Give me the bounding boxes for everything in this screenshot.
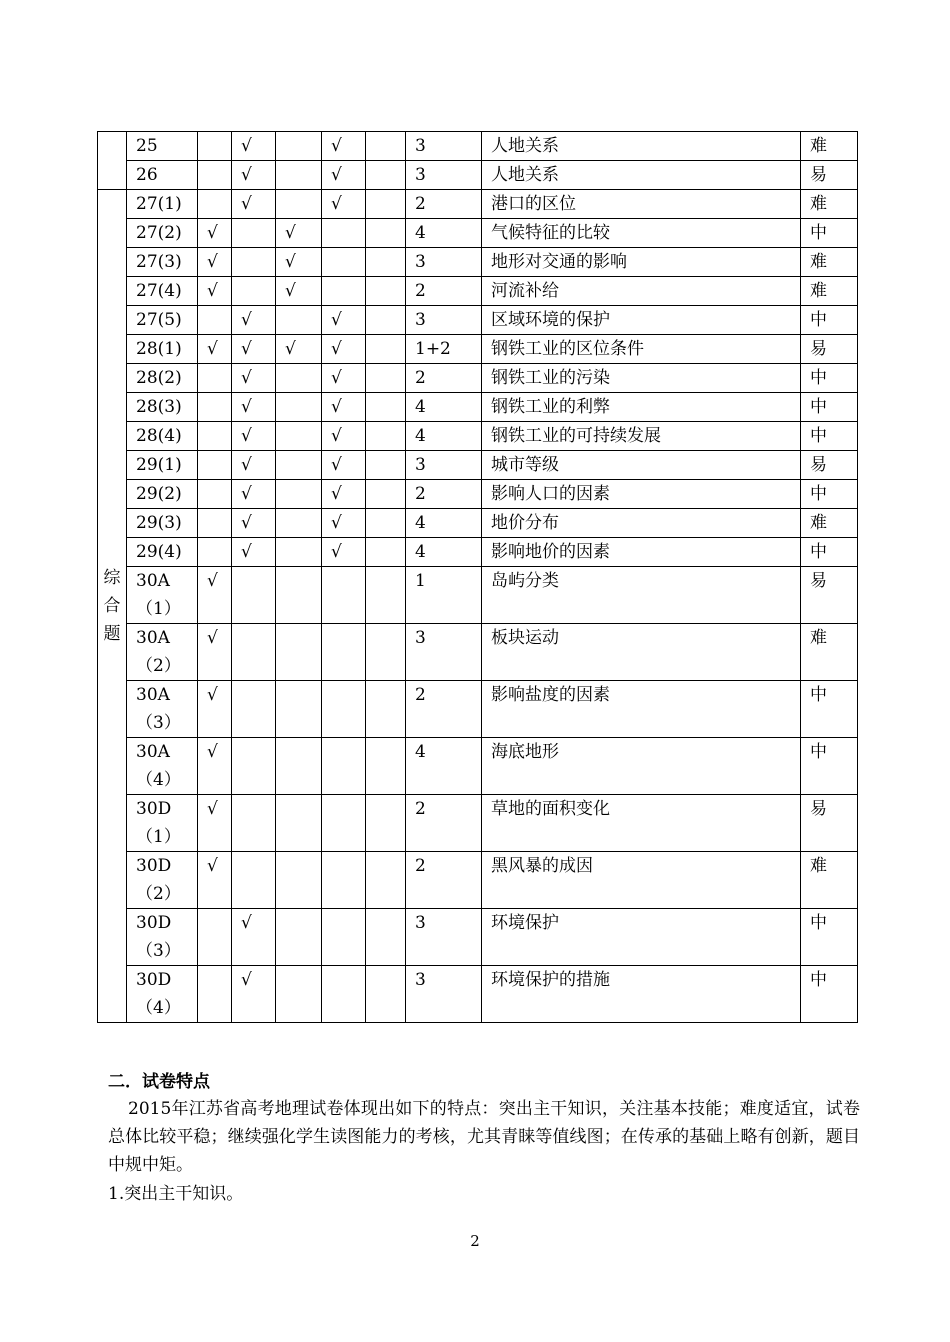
table-row xyxy=(98,538,858,567)
cell-c5 xyxy=(366,738,406,795)
cell-c1 xyxy=(198,190,232,219)
cell-score: 4 xyxy=(406,422,482,451)
cell-c3 xyxy=(276,509,322,538)
cell-q: 29(3) xyxy=(127,509,198,538)
table-row xyxy=(98,335,858,364)
cell-c3 xyxy=(276,422,322,451)
cell-c4 xyxy=(322,909,366,966)
cell-topic: 草地的面积变化 xyxy=(482,795,801,852)
cell-c3 xyxy=(276,681,322,738)
cell-c3 xyxy=(276,567,322,624)
cell-q: 30D（3） xyxy=(127,909,198,966)
table-row xyxy=(98,364,858,393)
cell-c1 xyxy=(198,132,232,161)
cell-c1: √ xyxy=(198,738,232,795)
cell-topic: 区域环境的保护 xyxy=(482,306,801,335)
cell-c3: √ xyxy=(276,335,322,364)
cell-c1 xyxy=(198,966,232,1023)
table-row xyxy=(98,132,858,161)
cell-score: 2 xyxy=(406,190,482,219)
cell-c5 xyxy=(366,306,406,335)
cell-c2: √ xyxy=(232,364,276,393)
cell-c5 xyxy=(366,393,406,422)
cell-diff: 难 xyxy=(801,624,858,681)
cell-q: 29(2) xyxy=(127,480,198,509)
cell-c3 xyxy=(276,909,322,966)
cell-topic: 港口的区位 xyxy=(482,190,801,219)
cell-diff: 易 xyxy=(801,795,858,852)
cell-c3: √ xyxy=(276,248,322,277)
cell-score: 3 xyxy=(406,248,482,277)
table-row xyxy=(98,681,858,738)
cell-q: 30D（2） xyxy=(127,852,198,909)
cell-c4 xyxy=(322,567,366,624)
cell-c5 xyxy=(366,132,406,161)
cell-c5 xyxy=(366,248,406,277)
table-row xyxy=(98,451,858,480)
group-label-empty xyxy=(98,132,127,190)
cell-c2: √ xyxy=(232,966,276,1023)
cell-c4 xyxy=(322,795,366,852)
cell-diff: 难 xyxy=(801,509,858,538)
cell-q: 28(2) xyxy=(127,364,198,393)
cell-c1: √ xyxy=(198,277,232,306)
cell-c1: √ xyxy=(198,681,232,738)
cell-c5 xyxy=(366,624,406,681)
point-1: 1.突出主干知识。 xyxy=(108,1184,244,1204)
cell-topic: 钢铁工业的利弊 xyxy=(482,393,801,422)
cell-c3 xyxy=(276,738,322,795)
table-row xyxy=(98,277,858,306)
cell-c5 xyxy=(366,277,406,306)
cell-c5 xyxy=(366,681,406,738)
cell-c2 xyxy=(232,219,276,248)
cell-topic: 人地关系 xyxy=(482,161,801,190)
cell-q: 30A（4） xyxy=(127,738,198,795)
cell-c4 xyxy=(322,277,366,306)
cell-q: 30A（2） xyxy=(127,624,198,681)
cell-score: 4 xyxy=(406,738,482,795)
cell-c4: √ xyxy=(322,451,366,480)
cell-q: 30A（3） xyxy=(127,681,198,738)
cell-topic: 板块运动 xyxy=(482,624,801,681)
cell-c1 xyxy=(198,393,232,422)
cell-c2 xyxy=(232,795,276,852)
table-row xyxy=(98,795,858,852)
cell-c2 xyxy=(232,681,276,738)
cell-c1 xyxy=(198,364,232,393)
cell-topic: 影响人口的因素 xyxy=(482,480,801,509)
cell-c5 xyxy=(366,219,406,248)
cell-topic: 钢铁工业的可持续发展 xyxy=(482,422,801,451)
cell-topic: 钢铁工业的污染 xyxy=(482,364,801,393)
cell-q: 25 xyxy=(127,132,198,161)
cell-c1 xyxy=(198,909,232,966)
cell-diff: 难 xyxy=(801,132,858,161)
cell-diff: 中 xyxy=(801,738,858,795)
cell-score: 2 xyxy=(406,277,482,306)
table-row xyxy=(98,161,858,190)
cell-c4 xyxy=(322,624,366,681)
cell-c5 xyxy=(366,422,406,451)
cell-score: 2 xyxy=(406,795,482,852)
cell-q: 30A（1） xyxy=(127,567,198,624)
section-paragraph: 2015年江苏省高考地理试卷体现出如下的特点：突出主干知识，关注基本技能；难度适宜，试卷总体比较平稳；继续强化学生读图能力的考核，尤其青睐等值线图；在传承的基础上略有创新，题目中规中矩。 xyxy=(108,1099,860,1175)
cell-c2: √ xyxy=(232,480,276,509)
cell-topic: 人地关系 xyxy=(482,132,801,161)
cell-diff: 中 xyxy=(801,422,858,451)
cell-topic: 钢铁工业的区位条件 xyxy=(482,335,801,364)
cell-c3 xyxy=(276,190,322,219)
cell-c4: √ xyxy=(322,393,366,422)
cell-c3 xyxy=(276,306,322,335)
cell-c5 xyxy=(366,190,406,219)
cell-c5 xyxy=(366,161,406,190)
cell-score: 3 xyxy=(406,132,482,161)
table-row xyxy=(98,248,858,277)
cell-c4: √ xyxy=(322,480,366,509)
cell-c2: √ xyxy=(232,306,276,335)
cell-diff: 易 xyxy=(801,335,858,364)
cell-c5 xyxy=(366,909,406,966)
cell-c4: √ xyxy=(322,132,366,161)
cell-q: 27(5) xyxy=(127,306,198,335)
cell-diff: 中 xyxy=(801,306,858,335)
cell-q: 29(4) xyxy=(127,538,198,567)
cell-q: 29(1) xyxy=(127,451,198,480)
cell-c2 xyxy=(232,852,276,909)
cell-diff: 易 xyxy=(801,161,858,190)
table-row xyxy=(98,909,858,966)
cell-topic: 岛屿分类 xyxy=(482,567,801,624)
cell-diff: 中 xyxy=(801,966,858,1023)
cell-topic: 影响盐度的因素 xyxy=(482,681,801,738)
cell-c2: √ xyxy=(232,190,276,219)
cell-topic: 影响地价的因素 xyxy=(482,538,801,567)
cell-c3 xyxy=(276,132,322,161)
table-row xyxy=(98,852,858,909)
cell-score: 1 xyxy=(406,567,482,624)
cell-score: 3 xyxy=(406,909,482,966)
cell-c4 xyxy=(322,219,366,248)
cell-diff: 中 xyxy=(801,909,858,966)
cell-c1: √ xyxy=(198,852,232,909)
cell-diff: 难 xyxy=(801,852,858,909)
cell-diff: 中 xyxy=(801,681,858,738)
cell-c2 xyxy=(232,277,276,306)
cell-c4 xyxy=(322,852,366,909)
cell-diff: 中 xyxy=(801,393,858,422)
cell-c3 xyxy=(276,966,322,1023)
group-label xyxy=(98,190,127,1023)
table-row xyxy=(98,738,858,795)
cell-score: 3 xyxy=(406,451,482,480)
table-row xyxy=(98,190,858,219)
cell-c4 xyxy=(322,248,366,277)
cell-q: 30D（4） xyxy=(127,966,198,1023)
cell-c2: √ xyxy=(232,422,276,451)
cell-c1 xyxy=(198,480,232,509)
cell-topic: 河流补给 xyxy=(482,277,801,306)
cell-c5 xyxy=(366,364,406,393)
cell-topic: 地形对交通的影响 xyxy=(482,248,801,277)
cell-c5 xyxy=(366,538,406,567)
cell-c4 xyxy=(322,738,366,795)
cell-c3 xyxy=(276,538,322,567)
cell-c5 xyxy=(366,480,406,509)
cell-c4 xyxy=(322,681,366,738)
cell-c2: √ xyxy=(232,509,276,538)
cell-diff: 中 xyxy=(801,364,858,393)
cell-c1: √ xyxy=(198,795,232,852)
cell-score: 2 xyxy=(406,852,482,909)
cell-c5 xyxy=(366,852,406,909)
cell-q: 28(1) xyxy=(127,335,198,364)
cell-c2: √ xyxy=(232,335,276,364)
cell-diff: 中 xyxy=(801,538,858,567)
exam-analysis-table xyxy=(97,131,858,1023)
cell-c3 xyxy=(276,795,322,852)
cell-diff: 难 xyxy=(801,248,858,277)
cell-c5 xyxy=(366,509,406,538)
cell-c3: √ xyxy=(276,277,322,306)
cell-c4: √ xyxy=(322,190,366,219)
cell-score: 3 xyxy=(406,306,482,335)
cell-c1: √ xyxy=(198,219,232,248)
cell-c2: √ xyxy=(232,538,276,567)
cell-q: 27(2) xyxy=(127,219,198,248)
cell-score: 4 xyxy=(406,393,482,422)
cell-c1: √ xyxy=(198,567,232,624)
cell-q: 28(4) xyxy=(127,422,198,451)
cell-diff: 易 xyxy=(801,567,858,624)
table-row xyxy=(98,219,858,248)
cell-score: 3 xyxy=(406,624,482,681)
cell-c5 xyxy=(366,451,406,480)
cell-c1: √ xyxy=(198,624,232,681)
cell-q: 30D（1） xyxy=(127,795,198,852)
cell-c4: √ xyxy=(322,306,366,335)
table-row xyxy=(98,422,858,451)
cell-score: 1+2 xyxy=(406,335,482,364)
cell-c3 xyxy=(276,852,322,909)
cell-c4: √ xyxy=(322,538,366,567)
table-row xyxy=(98,480,858,509)
cell-score: 4 xyxy=(406,509,482,538)
cell-c2 xyxy=(232,567,276,624)
cell-q: 28(3) xyxy=(127,393,198,422)
cell-diff: 中 xyxy=(801,480,858,509)
table-row xyxy=(98,966,858,1023)
cell-c1 xyxy=(198,306,232,335)
cell-topic: 环境保护的措施 xyxy=(482,966,801,1023)
cell-c2: √ xyxy=(232,132,276,161)
table-row xyxy=(98,509,858,538)
table-row xyxy=(98,624,858,681)
cell-c1 xyxy=(198,451,232,480)
cell-score: 2 xyxy=(406,480,482,509)
cell-score: 2 xyxy=(406,681,482,738)
cell-c3 xyxy=(276,364,322,393)
cell-diff: 中 xyxy=(801,219,858,248)
cell-c4: √ xyxy=(322,161,366,190)
cell-score: 3 xyxy=(406,966,482,1023)
cell-c1: √ xyxy=(198,335,232,364)
cell-score: 2 xyxy=(406,364,482,393)
cell-score: 3 xyxy=(406,161,482,190)
cell-c4: √ xyxy=(322,422,366,451)
cell-topic: 气候特征的比较 xyxy=(482,219,801,248)
cell-topic: 环境保护 xyxy=(482,909,801,966)
table-row xyxy=(98,393,858,422)
cell-c5 xyxy=(366,567,406,624)
cell-c1 xyxy=(198,509,232,538)
cell-c2: √ xyxy=(232,393,276,422)
cell-c2: √ xyxy=(232,161,276,190)
cell-diff: 易 xyxy=(801,451,858,480)
cell-diff: 难 xyxy=(801,277,858,306)
cell-c1 xyxy=(198,538,232,567)
section-heading: 二．试卷特点 xyxy=(108,1072,210,1092)
cell-c4 xyxy=(322,966,366,1023)
group-label-text: 综合题 xyxy=(103,568,121,644)
cell-c3 xyxy=(276,393,322,422)
cell-c2: √ xyxy=(232,909,276,966)
cell-c5 xyxy=(366,966,406,1023)
cell-topic: 地价分布 xyxy=(482,509,801,538)
cell-c3: √ xyxy=(276,219,322,248)
cell-c2: √ xyxy=(232,451,276,480)
cell-topic: 黑风暴的成因 xyxy=(482,852,801,909)
cell-diff: 难 xyxy=(801,190,858,219)
cell-c1: √ xyxy=(198,248,232,277)
cell-c3 xyxy=(276,624,322,681)
cell-c4: √ xyxy=(322,509,366,538)
table-row xyxy=(98,306,858,335)
cell-topic: 城市等级 xyxy=(482,451,801,480)
cell-c4: √ xyxy=(322,364,366,393)
cell-c2 xyxy=(232,248,276,277)
table-row xyxy=(98,567,858,624)
page-number: 2 xyxy=(470,1232,480,1250)
cell-topic: 海底地形 xyxy=(482,738,801,795)
cell-c3 xyxy=(276,451,322,480)
cell-c2 xyxy=(232,624,276,681)
cell-score: 4 xyxy=(406,219,482,248)
cell-c5 xyxy=(366,335,406,364)
cell-c3 xyxy=(276,161,322,190)
cell-c2 xyxy=(232,738,276,795)
cell-q: 27(1) xyxy=(127,190,198,219)
cell-c1 xyxy=(198,161,232,190)
cell-score: 4 xyxy=(406,538,482,567)
cell-c1 xyxy=(198,422,232,451)
cell-c3 xyxy=(276,480,322,509)
cell-q: 27(3) xyxy=(127,248,198,277)
cell-c4: √ xyxy=(322,335,366,364)
cell-q: 26 xyxy=(127,161,198,190)
cell-q: 27(4) xyxy=(127,277,198,306)
cell-c5 xyxy=(366,795,406,852)
